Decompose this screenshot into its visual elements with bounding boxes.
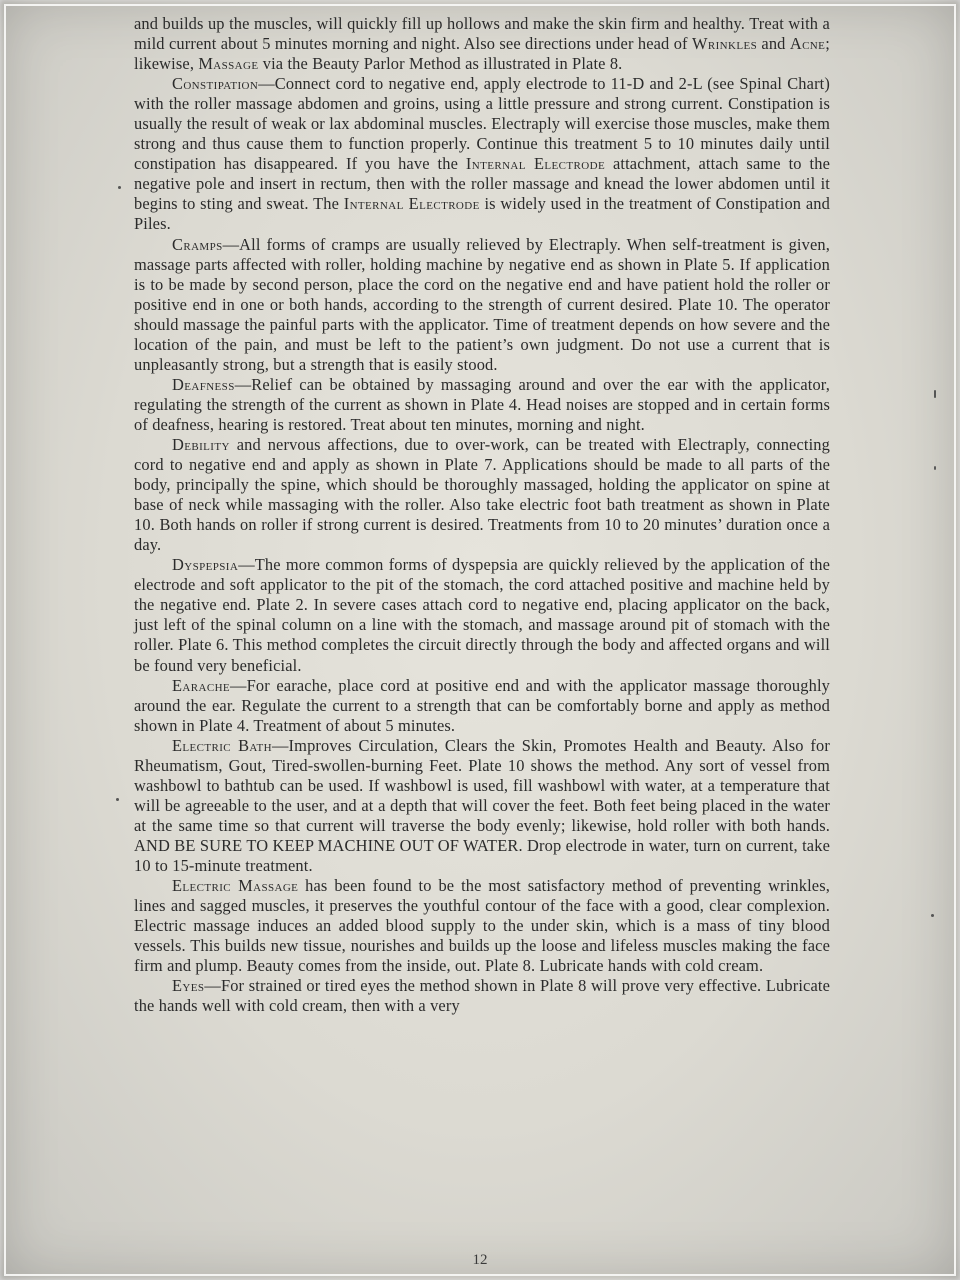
heading-term: Electric Massage xyxy=(172,876,299,896)
body-text: —Improves Circulation, Clears the Skin, Promotes Health and Beauty. Also for Rheumatism, Gout, Tired-swollen-burning Feet. Plate 10 shows the method. Any sort of vessel from washbowl to bathtub can be used. If washbowl is used, fill washbowl with water, at a temperature that will be agreeable to the user, and at a depth that will cover the feet. Both feet being placed in the water at the same time so that current will traverse the body evenly; likewise, hold roller with both hands. AND BE SURE TO KEEP MACHINE OUT OF WATER. Drop electrode in water, turn on current, take 10 to 15-minute treatment. xyxy=(134,735,830,875)
body-text: ; likewise, xyxy=(134,34,830,74)
paragraph-deafness xyxy=(134,375,830,435)
body-text: and nervous affections, due to over-work, can be treated with Electraply, connecting cord to negative end and apply as shown in Plate 7. Applications should be made to all parts of the body, principally the spine, which should be thoroughly massaged, holding the applicator on spine at base of neck while massaging with the roller. Also take electric foot bath treatment as shown in Plate 10. Both hands on roller if strong current is desired. Treatments from 10 to 20 minutes’ duration once a day. xyxy=(134,434,830,555)
dust-speck xyxy=(931,914,934,917)
body-text: via the Beauty Parlor Method as illustrated in Plate 8. xyxy=(258,54,623,74)
body-text: —Relief can be obtained by massaging around and over the ear with the applicator, regulating the strength of the current as shown in Plate 4. Head noises are stopped and in certain forms of deafness, hearing is restored. Treat about ten minutes, morning and night. xyxy=(134,374,830,434)
heading-term: Internal Electrode xyxy=(465,154,606,174)
body-text: —All forms of cramps are usually relieved by Electraply. When self-treatment is given, massage parts affected with roller, holding machine by negative end as shown in Plate 5. If application is to be made by second person, place the cord on the negative end and have patient hold the roller or positive end in one or both hands, according to the strength of current desired. Plate 10. The operator should massage the painful parts with the applicator. Time of treatment depends on how severe and the location of the pain, and must be left to the patient’s own judgment. Do not use a current that is unpleasantly strong, but a strength that is easily stood. xyxy=(134,234,830,374)
heading-term: Constipation xyxy=(172,74,259,94)
heading-term: Electric Bath xyxy=(172,735,273,755)
body-text: attachment, attach same to the negative pole and insert in rectum, then with the roller massage and knead the lower abdomen until it begins to sting and sweat. The xyxy=(134,154,831,214)
heading-term: Cramps xyxy=(172,234,223,254)
dust-speck xyxy=(118,186,121,189)
body-text: —For strained or tired eyes the method shown in Plate 8 will prove very effective. Lubricate the hands well with cold cream, then with a very xyxy=(134,976,830,1016)
paragraph-debility xyxy=(134,435,830,555)
heading-term: Massage xyxy=(198,54,259,74)
heading-term: Debility xyxy=(172,434,230,454)
heading-term: Internal Electrode xyxy=(343,194,480,214)
paragraph-electric-bath xyxy=(134,736,830,876)
paragraph-earache xyxy=(134,676,830,736)
paragraph-cramps xyxy=(134,235,830,375)
heading-term: Dyspepsia xyxy=(172,555,239,575)
body-text: and xyxy=(757,34,790,54)
paragraph-continued xyxy=(134,14,830,74)
heading-term: Acne xyxy=(789,34,826,54)
heading-term: Deafness xyxy=(172,374,235,394)
paragraph-constipation xyxy=(134,74,830,234)
body-text: is widely used in the treatment of Constipation and Piles. xyxy=(134,194,830,234)
paragraph-dyspepsia xyxy=(134,555,830,675)
body-text: —Connect cord to negative end, apply electrode to 11-D and 2-L (see Spinal Chart) with the roller massage abdomen and groins, using a little pressure and strong current. Constipation is usually the result of weak or lax abdominal muscles. Electraply will exercise those muscles, make them strong and thus cause them to function properly. Continue this treatment 5 to 10 minutes daily until constipation has disappeared. If you have the xyxy=(134,74,830,174)
heading-term: Eyes xyxy=(172,976,205,996)
dust-speck xyxy=(934,466,936,470)
page-number: 12 xyxy=(472,1252,488,1268)
dust-speck xyxy=(116,798,119,801)
body-text: has been found to be the most satisfactory method of preventing wrinkles, lines and sagged muscles, it preserves the youthful contour of the face with a good, clear complexion. Electric massage induces an added blood supply to the under skin, which is a mass of tiny blood vessels. This builds new tissue, nourishes and builds up the loose and lifeless muscles making the face firm and plump. Beauty comes from the inside, out. Plate 8. Lubricate hands with cold cream. xyxy=(134,876,830,976)
paragraph-electric-massage xyxy=(134,876,830,976)
book-page-text xyxy=(134,14,830,1244)
heading-term: Wrinkles xyxy=(691,34,758,54)
body-text: —For earache, place cord at positive end and with the applicator massage thoroughly around the ear. Regulate the current to a strength that can be comfortably borne and apply as method shown in Plate 4. Treatment of about 5 minutes. xyxy=(134,675,830,735)
paragraph-eyes xyxy=(134,976,830,1016)
dust-speck xyxy=(934,390,936,398)
heading-term: Earache xyxy=(172,675,231,695)
body-text: —The more common forms of dyspepsia are quickly relieved by the application of the electrode and soft applicator to the pit of the stomach, the cord attached positive and machine held by the negative end. Plate 2. In severe cases attach cord to negative end, placing applicator on the back, just left of the spinal column on a line with the stomach, and massage around pit of stomach with the roller. Plate 6. This method completes the circuit directly through the body and affected organs and will be found very beneficial. xyxy=(134,555,830,675)
body-text: and builds up the muscles, will quickly fill up hollows and make the skin firm and healthy. Treat with a mild current about 5 minutes morning and night. Also see directions under head of xyxy=(134,14,830,54)
